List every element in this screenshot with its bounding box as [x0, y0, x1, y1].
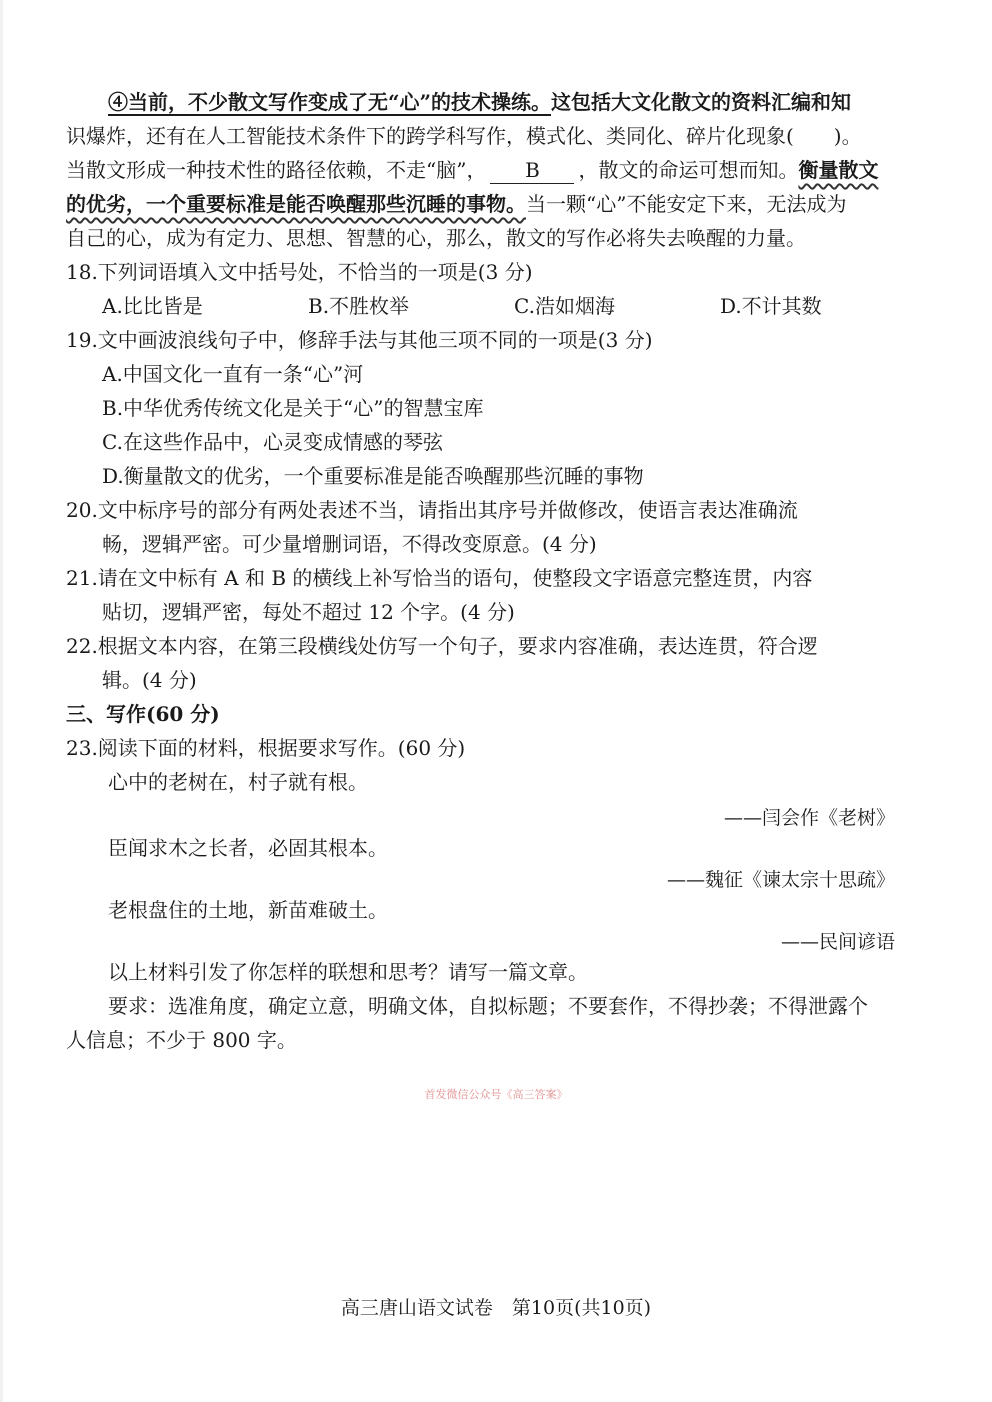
q19-option-c: C.在这些作品中，心灵变成情感的琴弦 [102, 430, 443, 454]
page-footer: 高三唐山语文试卷 第10页(共10页) [340, 1297, 652, 1319]
q23-quote-3: 老根盘住的土地，新苗难破土。 [108, 898, 388, 922]
passage-text: 当一颗“心”不能安定下来，无法成为 [526, 192, 847, 216]
q22-line-1: 22.根据文本内容，在第三段横线处仿写一个句子，要求内容准确，表达连贯，符合逻 [66, 634, 818, 658]
passage-text: 当散文形成一种技术性的路径依赖，不走“脑”， [66, 158, 487, 182]
passage-line-2: 识爆炸，还有在人工智能技术条件下的跨学科写作，模式化、类同化、碎片化现象( )。 [66, 124, 862, 148]
q20-line-2: 畅，逻辑严密。可少量增删词语，不得改变原意。(4 分) [102, 532, 597, 556]
q18-options [102, 290, 822, 322]
q23-source-1: ——闫会作《老树》 [723, 807, 895, 829]
q18-option-a: A.比比皆是 [102, 294, 203, 318]
passage-line-3 [66, 154, 878, 186]
q18-stem: 18.下列词语填入文中括号处，不恰当的一项是(3 分) [66, 260, 533, 284]
q19-stem: 19.文中画波浪线句子中，修辞手法与其他三项不同的一项是(3 分) [66, 328, 653, 352]
q20-line-1: 20.文中标序号的部分有两处表述不当，请指出其序号并做修改，使语言表达准确流 [66, 498, 798, 522]
blank-b: B [490, 157, 574, 184]
passage-line-1 [108, 86, 851, 118]
passage-text: 这包括大文化散文的资料汇编和知 [551, 90, 852, 114]
q23-source-2: ——魏征《谏太宗十思疏》 [666, 869, 895, 891]
q19-option-a: A.中国文化一直有一条“心”河 [102, 362, 364, 386]
q19-option-d: D.衡量散文的优劣，一个重要标准是能否唤醒那些沉睡的事物 [102, 464, 644, 488]
q23-source-3: ——民间谚语 [780, 931, 895, 953]
q19-option-b: B.中华优秀传统文化是关于“心”的智慧宝库 [102, 396, 484, 420]
q23-stem: 23.阅读下面的材料，根据要求写作。(60 分) [66, 736, 466, 760]
q18-option-c: C.浩如烟海 [514, 294, 615, 318]
passage-text: ，散文的命运可想而知。 [578, 158, 799, 182]
underlined-sentence-4: ④当前，不少散文写作变成了无“心”的技术操练。 [108, 90, 552, 114]
scan-edge [0, 0, 3, 1402]
q23-requirements-line-2: 人信息；不少于 800 字。 [66, 1028, 297, 1052]
section-3-title: 三、写作(60 分) [66, 702, 220, 726]
q23-requirements-line-1: 要求：选准角度，确定立意，明确文体，自拟标题；不要套作，不得抄袭；不得泄露个 [108, 994, 868, 1018]
watermark: 首发微信公众号《高三答案》 [424, 1088, 568, 1101]
q21-line-1: 21.请在文中标有 A 和 B 的横线上补写恰当的语句，使整段文字语意完整连贯，内容 [66, 566, 813, 590]
q22-line-2: 辑。(4 分) [102, 668, 197, 692]
q21-line-2: 贴切，逻辑严密，每处不超过 12 个字。(4 分) [102, 600, 515, 624]
passage-line-4 [66, 188, 846, 220]
q18-option-b: B.不胜枚举 [308, 294, 410, 318]
q23-quote-1: 心中的老树在，村子就有根。 [108, 770, 368, 794]
q23-quote-2: 臣闻求木之长者，必固其根本。 [108, 836, 388, 860]
q23-prompt: 以上材料引发了你怎样的联想和思考？请写一篇文章。 [108, 960, 588, 984]
wavy-sentence: 衡量散文 [798, 158, 879, 182]
q18-option-d: D.不计其数 [720, 294, 822, 318]
wavy-sentence: 的优劣，一个重要标准是能否唤醒那些沉睡的事物。 [66, 192, 526, 216]
passage-line-5: 自己的心，成为有定力、思想、智慧的心，那么，散文的写作必将失去唤醒的力量。 [66, 226, 806, 250]
